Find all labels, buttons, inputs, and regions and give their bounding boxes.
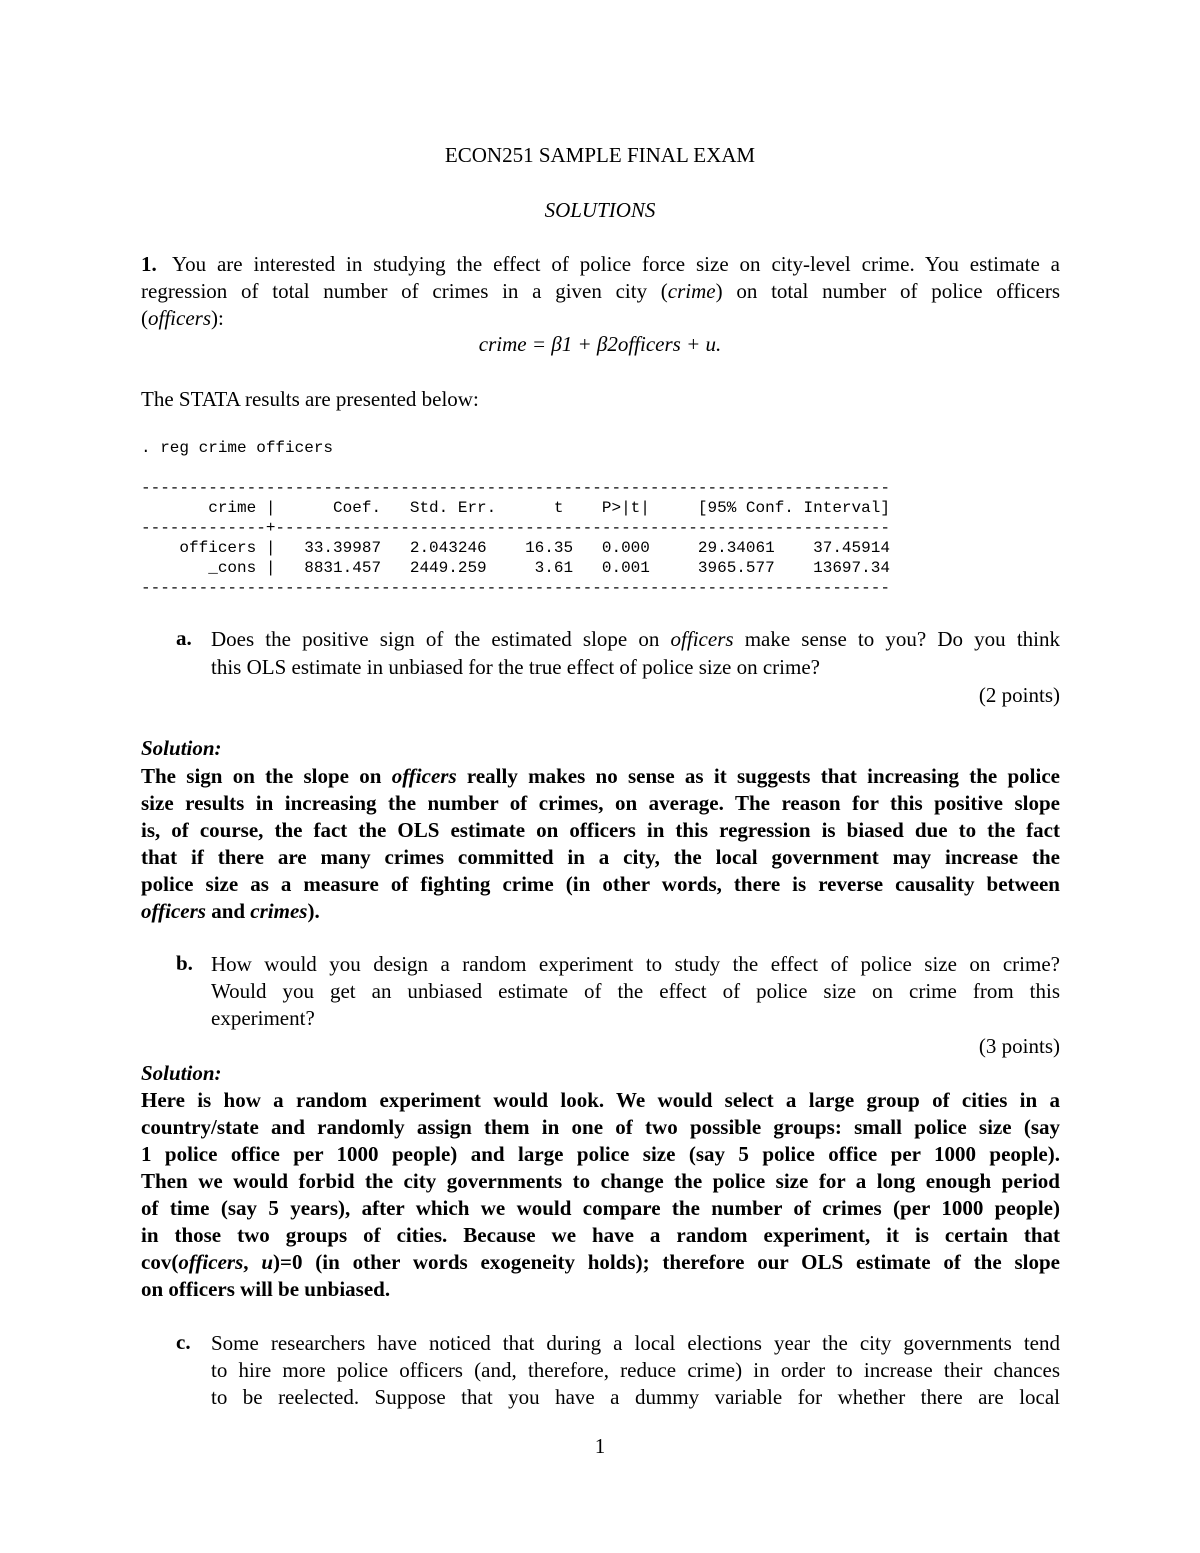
solution-a-line-5: police size as a measure of fighting crime (in other words, there is reverse causality between — [141, 872, 1060, 896]
question-b-points: (3 points) — [978, 1034, 1060, 1058]
solution-b-line-3: 1 police office per 1000 people) and large police size (say 5 police office per 1000 people). — [141, 1142, 1060, 1166]
solution-b-line-8: on officers will be unbiased. — [141, 1277, 391, 1301]
question-a-line-1: Does the positive sign of the estimated slope on officers make sense to you? Do you think — [211, 627, 1060, 651]
question-b-line-2: Would you get an unbiased estimate of the effect of police size on crime from this — [211, 979, 1060, 1003]
solution-b-label: Solution: — [141, 1061, 222, 1085]
question-c-line-2: to hire more police officers (and, therefore, reduce crime) in order to increase their chances — [211, 1358, 1060, 1382]
solution-a-line-2: size results in increasing the number of crimes, on average. The reason for this positive slope — [141, 791, 1060, 815]
question-1-number: 1. — [141, 252, 157, 276]
solutions-heading: SOLUTIONS — [544, 198, 656, 222]
solution-a-label: Solution: — [141, 736, 222, 760]
solution-b-line-5: of time (say 5 years), after which we would compare the number of crimes (per 1000 people) — [141, 1196, 1060, 1220]
solution-b-line-1: Here is how a random experiment would look. We would select a large group of cities in a — [141, 1088, 1060, 1112]
stata-row-officers: officers | 33.39987 2.043246 16.35 0.000 29.34061 37.45914 — [141, 539, 890, 557]
question-1-line-3: (officers): — [141, 306, 224, 330]
question-b-line-3: experiment? — [211, 1006, 315, 1030]
solution-b-line-4: Then we would forbid the city governments to change the police size for a long enough period — [141, 1169, 1060, 1193]
solution-a-line-4: that if there are many crimes committed in a city, the local government may increase the — [141, 845, 1060, 869]
question-b-label: b. — [176, 951, 193, 975]
solution-a-line-1: The sign on the slope on officers really makes no sense as it suggests that increasing the police — [141, 764, 1060, 788]
question-c-label: c. — [176, 1330, 191, 1354]
regression-equation: crime = β1 + β2officers + u. — [478, 332, 722, 356]
question-a-points: (2 points) — [978, 683, 1060, 707]
exam-title: ECON251 SAMPLE FINAL EXAM — [444, 143, 756, 167]
question-c-line-3: to be reelected. Suppose that you have a dummy variable for whether there are local — [211, 1385, 1060, 1409]
question-c-line-1: Some researchers have noticed that during a local elections year the city governments tend — [211, 1331, 1060, 1355]
question-b-line-1: How would you design a random experiment to study the effect of police size on crime? — [211, 952, 1060, 976]
stata-mid-rule: -------------+---------------------------------------------------------------- — [141, 519, 890, 537]
solution-a-line-6: officers and crimes). — [141, 899, 320, 923]
solution-a-line-3: is, of course, the fact the OLS estimate on officers in this regression is biased due to the fact — [141, 818, 1060, 842]
page-number: 1 — [594, 1434, 606, 1458]
solution-b-line-2: country/state and randomly assign them in one of two possible groups: small police size (say — [141, 1115, 1060, 1139]
stata-intro: The STATA results are presented below: — [141, 387, 479, 411]
stata-bottom-rule: ------------------------------------------------------------------------------ — [141, 579, 890, 597]
solution-b-line-7: cov(officers, u)=0 (in other words exogeneity holds); therefore our OLS estimate of the slope — [141, 1250, 1060, 1274]
question-a-line-2: this OLS estimate in unbiased for the true effect of police size on crime? — [211, 655, 820, 679]
stata-row-cons: _cons | 8831.457 2449.259 3.61 0.001 3965.577 13697.34 — [141, 559, 890, 577]
question-a-label: a. — [176, 626, 192, 650]
question-1-line-1: You are interested in studying the effect of police force size on city-level crime. You estimate a — [172, 252, 1060, 276]
question-1-line-2: regression of total number of crimes in a given city (crime) on total number of police officers — [141, 279, 1060, 303]
stata-top-rule: ------------------------------------------------------------------------------ — [141, 479, 890, 497]
stata-header-row: crime | Coef. Std. Err. t P>|t| [95% Conf. Interval] — [141, 499, 890, 517]
solution-b-line-6: in those two groups of cities. Because we have a random experiment, it is certain that — [141, 1223, 1060, 1247]
stata-command: . reg crime officers — [141, 439, 334, 457]
